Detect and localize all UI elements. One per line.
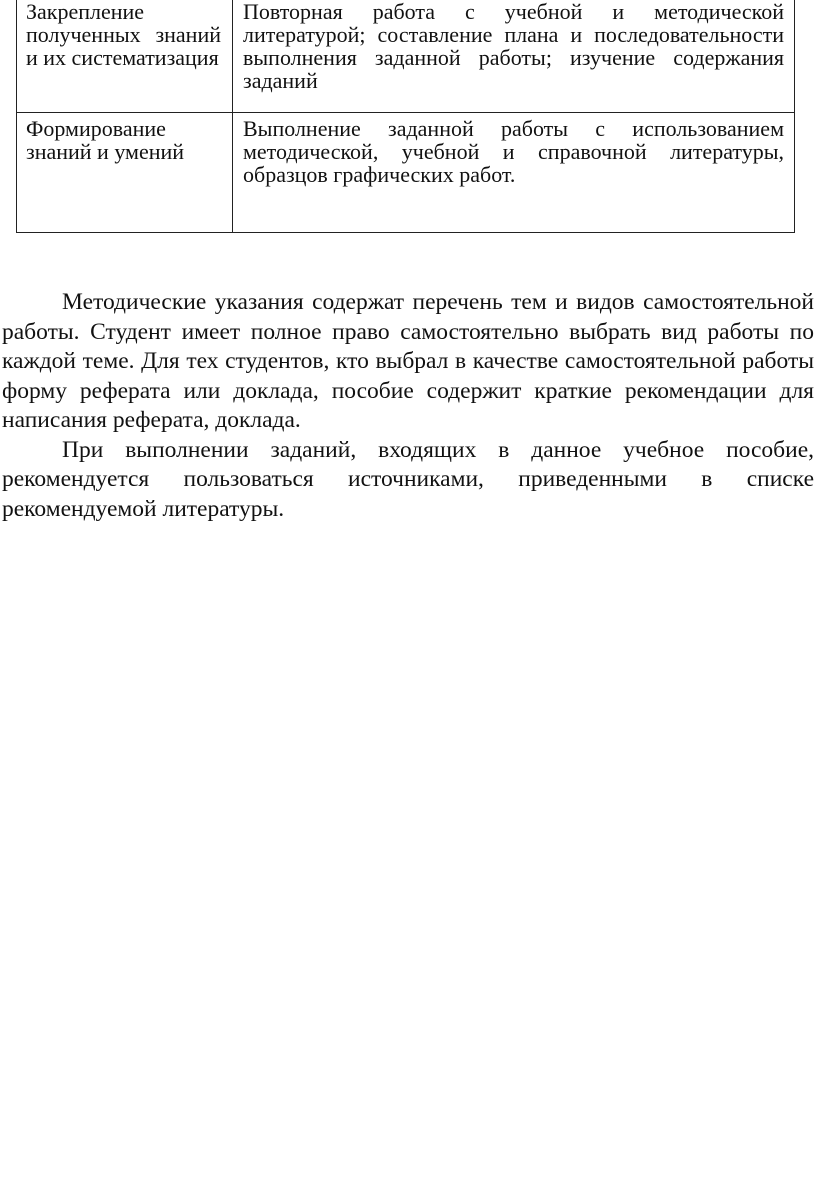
activity-text: Повторная работа с учебной и методической литературой; составление плана и последовательности выполнения заданной работы; изучение содержания заданий xyxy=(243,0,784,93)
activity-cell xyxy=(233,113,795,233)
stage-text: Закрепление полученных знаний и их систематизация xyxy=(26,0,221,70)
paragraph-sources: При выполнении заданий, входящих в данное учебное пособие, рекомендуется пользоваться источниками, приведенными в списке рекомендуемой литературы. xyxy=(2,436,814,522)
stage-cell xyxy=(17,0,233,113)
stages-table xyxy=(16,0,795,233)
body-text xyxy=(2,288,814,524)
table-row xyxy=(17,0,795,113)
stage-text: Формирование знаний и умений xyxy=(26,116,185,164)
activity-cell xyxy=(233,0,795,113)
activity-text: Выполнение заданной работы с использованием методической, учебной и справочной литературы, образцов графических работ. xyxy=(243,116,784,187)
table-row xyxy=(17,113,795,233)
stage-cell xyxy=(17,113,233,233)
paragraph-guidelines: Методические указания содержат перечень тем и видов самостоятельной работы. Студент имеет полное право самостоятельно выбрать вид работы по каждой теме. Для тех студентов, кто выбрал в качестве самостоятельной работы форму реферата или доклада, пособие содержит краткие рекомендации для написания реферата, доклада. xyxy=(2,289,814,433)
